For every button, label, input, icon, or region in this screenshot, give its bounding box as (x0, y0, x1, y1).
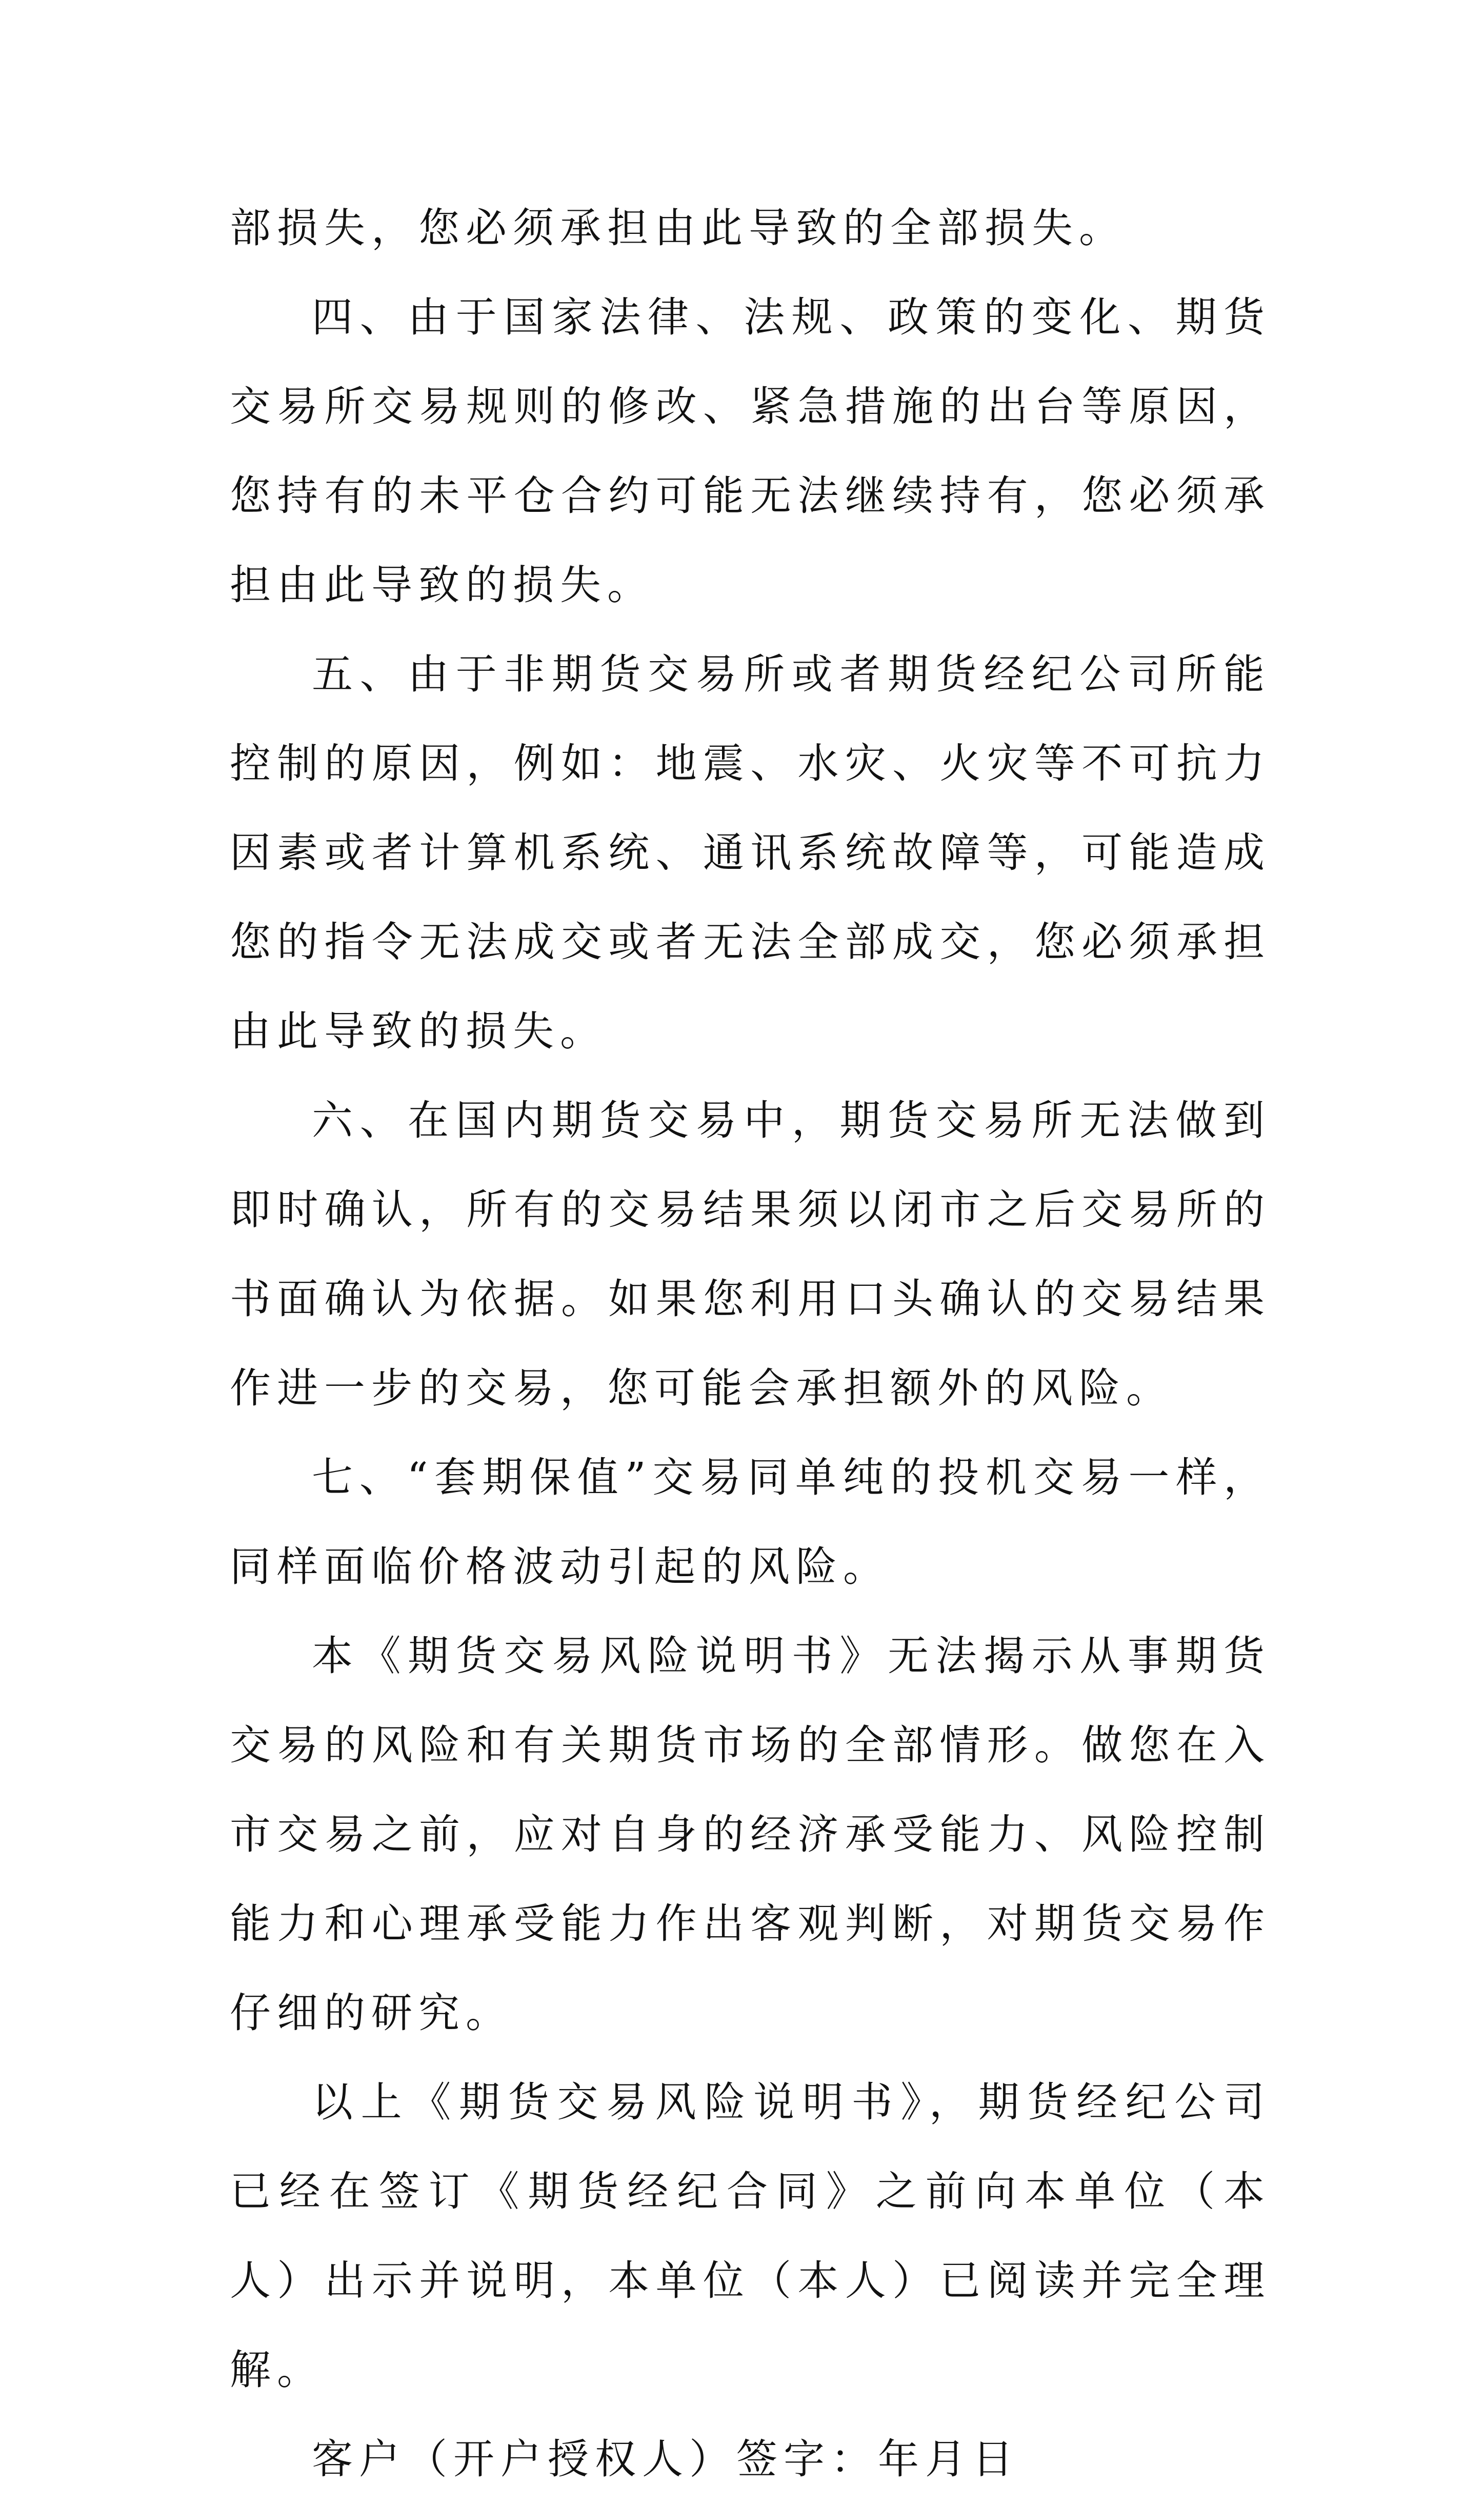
signature-line: 客户（开户授权人）签字：年月日 (312, 2435, 1019, 2483)
paragraph-item-6: 六、在国内期货交易中，期货交易所无法做到即时确认，所有的交易结果须以闭市之后交易所的书面确认为依据。如果您利用口头确认的交易结果作进一步的交易，您可能会承担额外的风险。 (230, 1097, 1271, 1412)
paragraph-acknowledgement: 以上《期货交易风险说明书》，期货经纪公司已经在签订《期货经纪合同》之前向本单位（本人）出示并说明，本单位（本人）已阅读并完全理解。 (230, 2078, 1271, 2394)
paragraph-item-7: 七、“套期保值”交易同单纯的投机交易一样，同样面临价格波动引起的风险。 (230, 1454, 1271, 1591)
document-body (230, 184, 1271, 2504)
paragraph-disclaimer: 本《期货交易风险说明书》无法揭示从事期货交易的风险和有关期货市场的全部情形。做您在入市交易之前，应对自身的经济承受能力、风险控制能力和心理承受能力作出客观判断，对期货交易作仔细的研究。 (230, 1632, 1271, 2037)
paragraph-item-5: 五、由于非期货交易所或者期货经纪公司所能控制的原因，例如：地震、水灾、火灾等不可抗力因素或者计算机系统、通讯系统故障等，可能造成您的指令无法成交或者无法全部成交，您必须承担由此导致的损失。 (230, 650, 1271, 1055)
paragraph-item-4: 四、由于国家法律、法规、政策的变化、期货交易所交易规则的修改、紧急措施的出台等原因，您持有的未平仓合约可能无法继续持有，您必须承担由此导致的损失。 (230, 293, 1271, 609)
paragraph-continuation: 部损失，您必须承担由此导致的全部损失。 (230, 204, 1126, 252)
